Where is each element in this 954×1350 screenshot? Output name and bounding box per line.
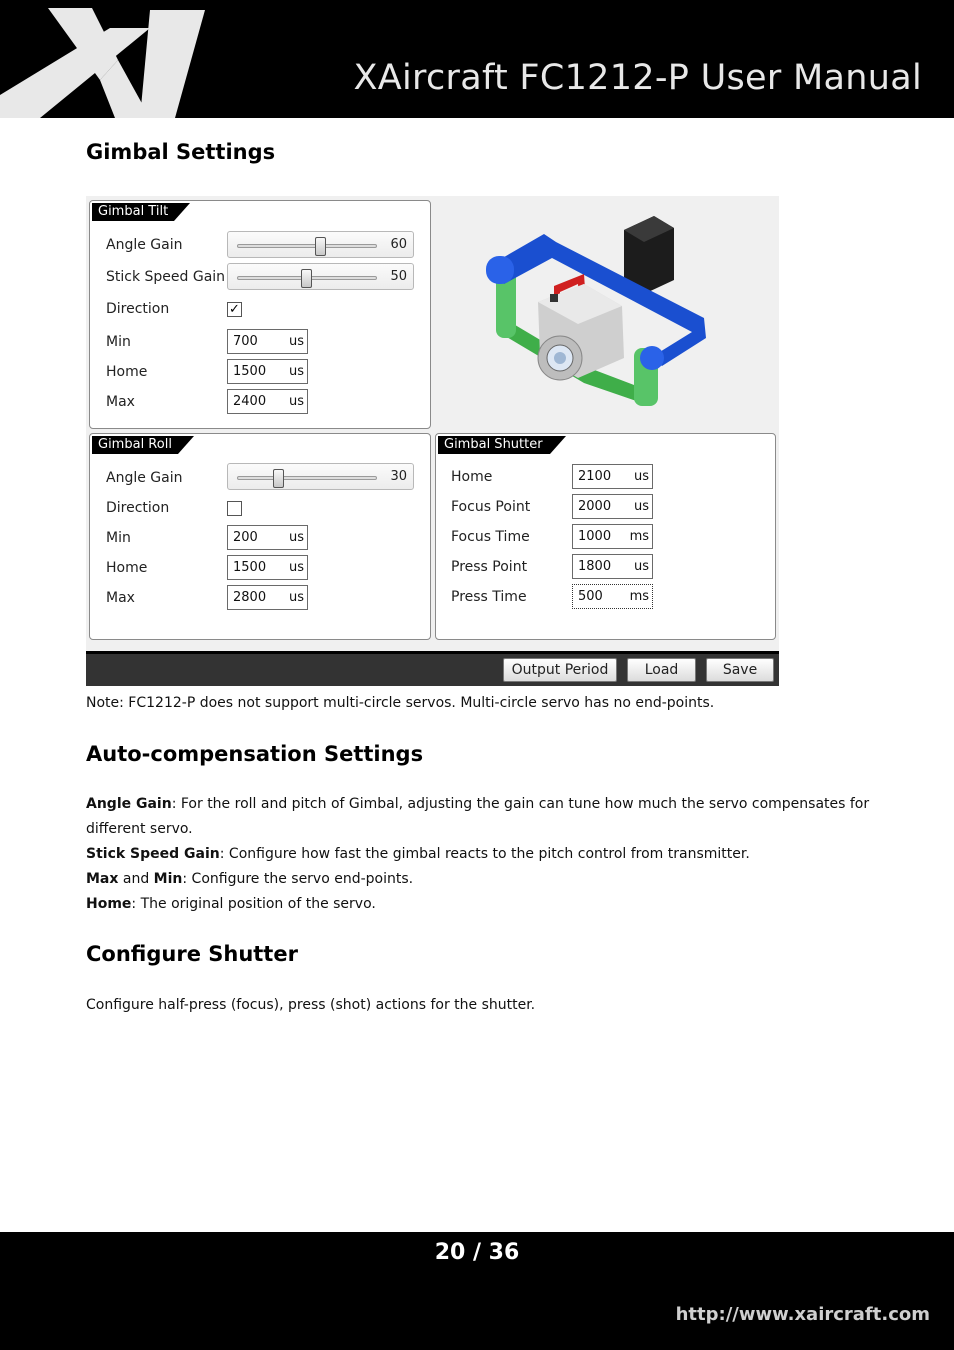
min-term: Min xyxy=(153,871,183,887)
shutter-press-time-label: Press Time xyxy=(451,589,527,605)
stick-speed-gain-description: : Configure how fast the gimbal reacts to the pitch control from transmitter. xyxy=(219,846,750,862)
and-text: and xyxy=(118,871,154,887)
auto-compensation-body xyxy=(86,792,876,917)
tilt-angle-gain-value: 60 xyxy=(390,237,407,252)
tilt-direction-checkbox[interactable]: ✓ xyxy=(227,302,242,317)
roll-min-input[interactable] xyxy=(227,525,308,550)
shutter-press-point-unit: us xyxy=(633,559,649,574)
roll-min-value: 200 xyxy=(233,530,258,545)
roll-home-input[interactable] xyxy=(227,555,308,580)
gimbal-roll-tab: Gimbal Roll xyxy=(92,436,178,454)
tilt-angle-gain-slider[interactable] xyxy=(227,231,414,258)
roll-max-label: Max xyxy=(106,590,135,606)
roll-angle-gain-value: 30 xyxy=(390,469,407,484)
shutter-press-time-value: 500 xyxy=(578,589,603,604)
shutter-press-point-value: 1800 xyxy=(578,559,612,574)
max-min-description: : Configure the servo end-points. xyxy=(182,871,414,887)
tilt-home-value: 1500 xyxy=(233,364,267,379)
page-header xyxy=(0,0,954,118)
tilt-min-unit: us xyxy=(288,334,304,349)
angle-gain-paragraph xyxy=(86,792,876,842)
shutter-press-time-unit: ms xyxy=(629,589,649,604)
shutter-focus-point-label: Focus Point xyxy=(451,499,531,515)
shutter-focus-time-value: 1000 xyxy=(578,529,612,544)
shutter-focus-time-unit: ms xyxy=(629,529,649,544)
gimbal-tilt-group xyxy=(89,200,431,429)
shutter-focus-point-value: 2000 xyxy=(578,499,612,514)
tilt-min-label: Min xyxy=(106,334,131,350)
max-min-paragraph xyxy=(86,867,876,892)
tilt-home-label: Home xyxy=(106,364,148,380)
heading-configure-shutter: Configure Shutter xyxy=(86,942,298,966)
shutter-focus-time-input[interactable] xyxy=(572,524,653,549)
tilt-stick-speed-slider[interactable] xyxy=(227,263,414,290)
home-paragraph xyxy=(86,892,876,917)
note-text: Note: FC1212-P does not support multi-circle servos. Multi-circle servo has no end-points. xyxy=(86,695,715,711)
shutter-focus-point-unit: us xyxy=(633,499,649,514)
gimbal-settings-panel xyxy=(86,196,779,686)
tilt-max-unit: us xyxy=(288,394,304,409)
gimbal-shutter-tab: Gimbal Shutter xyxy=(438,436,550,454)
shutter-home-label: Home xyxy=(451,469,493,485)
slider-track xyxy=(237,476,377,480)
tilt-min-input[interactable] xyxy=(227,329,308,354)
roll-home-label: Home xyxy=(106,560,148,576)
tilt-stick-speed-value: 50 xyxy=(390,269,407,284)
angle-gain-description: : For the roll and pitch of Gimbal, adjusting the gain can tune how much the servo compensates for different servo. xyxy=(86,796,870,837)
slider-thumb[interactable] xyxy=(273,469,284,488)
website-url[interactable]: http://www.xaircraft.com xyxy=(675,1304,930,1325)
tilt-stick-speed-label: Stick Speed Gain xyxy=(106,269,226,285)
heading-gimbal-settings: Gimbal Settings xyxy=(86,140,276,164)
shutter-focus-point-input[interactable] xyxy=(572,494,653,519)
shutter-home-value: 2100 xyxy=(578,469,612,484)
tilt-max-label: Max xyxy=(106,394,135,410)
stick-speed-gain-paragraph xyxy=(86,842,876,867)
page-number: 20 / 36 xyxy=(434,1240,520,1265)
roll-direction-label: Direction xyxy=(106,500,170,516)
max-term: Max xyxy=(86,871,119,887)
gimbal-illustration xyxy=(434,198,778,428)
save-button[interactable]: Save xyxy=(706,658,774,682)
roll-angle-gain-label: Angle Gain xyxy=(106,470,183,486)
gimbal-shutter-group xyxy=(435,433,776,640)
xaircraft-logo xyxy=(0,0,230,118)
roll-max-input[interactable] xyxy=(227,585,308,610)
roll-home-value: 1500 xyxy=(233,560,267,575)
tilt-home-unit: us xyxy=(288,364,304,379)
output-period-button[interactable]: Output Period xyxy=(503,658,617,682)
page-footer xyxy=(0,1232,954,1350)
configure-shutter-text: Configure half-press (focus), press (shot) actions for the shutter. xyxy=(86,997,536,1013)
shutter-press-point-label: Press Point xyxy=(451,559,528,575)
load-button[interactable]: Load xyxy=(627,658,696,682)
tilt-angle-gain-label: Angle Gain xyxy=(106,237,183,253)
stick-speed-gain-term: Stick Speed Gain xyxy=(86,846,220,862)
roll-min-label: Min xyxy=(106,530,131,546)
gimbal-tilt-tab: Gimbal Tilt xyxy=(92,203,174,221)
home-term: Home xyxy=(86,896,132,912)
roll-angle-gain-slider[interactable] xyxy=(227,463,414,490)
roll-home-unit: us xyxy=(288,560,304,575)
roll-max-value: 2800 xyxy=(233,590,267,605)
shutter-home-unit: us xyxy=(633,469,649,484)
tilt-max-input[interactable] xyxy=(227,389,308,414)
slider-thumb[interactable] xyxy=(315,237,326,256)
tilt-max-value: 2400 xyxy=(233,394,267,409)
tilt-home-input[interactable] xyxy=(227,359,308,384)
tilt-min-value: 700 xyxy=(233,334,258,349)
gimbal-roll-group xyxy=(89,433,431,640)
slider-track xyxy=(237,244,377,248)
action-toolbar xyxy=(86,651,779,686)
roll-max-unit: us xyxy=(288,590,304,605)
shutter-focus-time-label: Focus Time xyxy=(451,529,530,545)
slider-thumb[interactable] xyxy=(301,269,312,288)
shutter-press-point-input[interactable] xyxy=(572,554,653,579)
home-description: : The original position of the servo. xyxy=(131,896,376,912)
roll-min-unit: us xyxy=(288,530,304,545)
tilt-direction-label: Direction xyxy=(106,301,170,317)
angle-gain-term: Angle Gain xyxy=(86,796,172,812)
manual-title: XAircraft FC1212-P User Manual xyxy=(353,58,922,98)
shutter-home-input[interactable] xyxy=(572,464,653,489)
shutter-press-time-input[interactable] xyxy=(572,584,653,609)
heading-auto-compensation: Auto-compensation Settings xyxy=(86,742,424,766)
roll-direction-checkbox[interactable] xyxy=(227,501,242,516)
